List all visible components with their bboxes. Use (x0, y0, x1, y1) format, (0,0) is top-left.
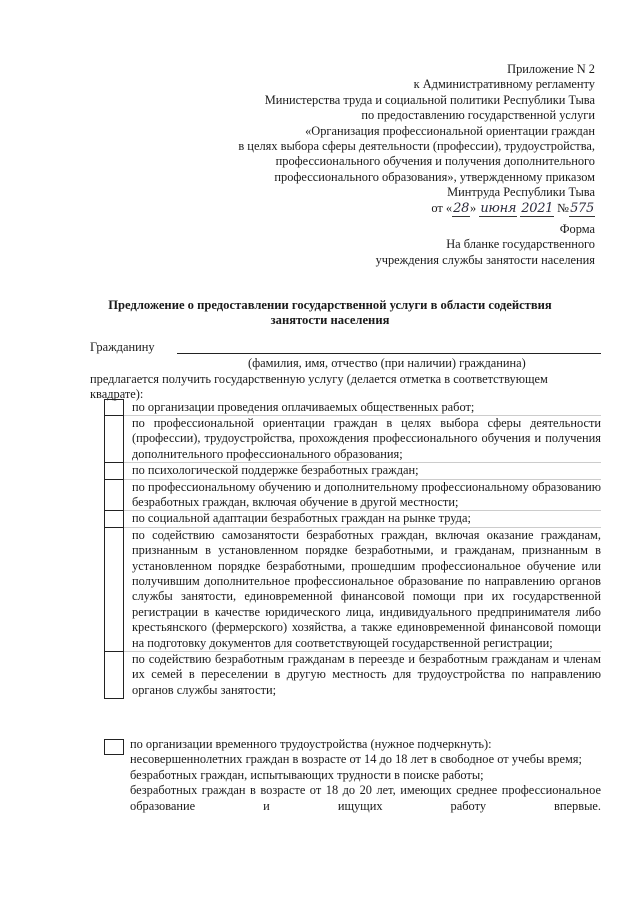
header-line: по предоставлению государственной услуги (361, 108, 595, 123)
list-item (105, 511, 602, 527)
list-item (105, 400, 602, 416)
header-line: профессионального образования», утвержденному приказом (274, 169, 595, 184)
handwritten-number: 575 (570, 200, 594, 216)
citizen-label: Гражданину (90, 340, 155, 354)
temp-employment-item: несовершеннолетних граждан в возрасте от 14 до 18 лет в свободное от учебы время; (130, 752, 582, 767)
header-line: профессионального обучения и получения дополнительного (275, 154, 595, 169)
form-line: учреждения службы занятости населения (375, 252, 595, 267)
header-line: Минтруда Республики Тыва (447, 185, 595, 200)
handwritten-year: 2021 (521, 200, 554, 216)
document-title: Предложение о предоставлении государственной услуги в области содействия занятости населения (108, 298, 552, 328)
temp-employment-heading: по организации временного трудоустройства (нужное подчеркнуть): (130, 737, 492, 751)
form-line: На бланке государственного (446, 237, 595, 252)
checkbox[interactable] (105, 652, 124, 699)
header-line: к Административному регламенту (413, 77, 595, 92)
handwritten-month: июня (480, 200, 517, 216)
temp-employment-item: безработных граждан в возрасте от 18 до 20 лет, имеющих среднее профессиональное образование и ищущих работу впервые. (130, 783, 601, 813)
list-item (105, 463, 602, 479)
list-item (105, 415, 602, 462)
checkbox[interactable] (104, 739, 124, 755)
option-text: по профессиональной ориентации граждан в целях выбора сферы деятельности (профессии), трудоустройства, прохождения профессионального обучения и получения дополнительного профессионального образования; (124, 415, 602, 462)
list-item (105, 479, 602, 511)
temp-employment-option (104, 737, 601, 814)
option-text: по профессиональному обучению и дополнительному профессиональному образованию безработных граждан, включая обучение в другой местности; (124, 479, 602, 511)
list-item (105, 527, 602, 651)
appendix-header (175, 62, 595, 216)
option-text: по содействию безработным гражданам в переезде и безработным гражданам и членам их семей в переселении в другую местность для трудоустройства по направлению органов службы занятости; (124, 652, 602, 699)
checkbox[interactable] (105, 415, 124, 462)
option-text: по психологической поддержке безработных граждан; (124, 463, 602, 479)
form-block (295, 222, 595, 268)
form-line: Форма (559, 222, 595, 236)
checkbox[interactable] (105, 527, 124, 651)
header-line: в целях выбора сферы деятельности (профессии), трудоустройства, (238, 139, 595, 154)
services-checklist (104, 399, 601, 699)
checkbox[interactable] (105, 511, 124, 527)
offer-text: предлагается получить государственную услугу (делается отметка в соответствующем квадрате): (90, 372, 548, 401)
option-text: по содействию самозанятости безработных граждан, включая оказание гражданам, признанным в установленном порядке безработными, и гражданам, признанным в установленном порядке безработными, прошедшим профессиональное обучение или получившим дополнительное профессиональное образование по направлению органов службы занятости, единовременной финансовой помощи при их государственной регистрации в качестве юридического лица, индивидуального предпринимателя либо крестьянского (фермерского) хозяйства, а также единовременной финансовой помощи на подготовку документов для соответствующей государственной регистрации; (124, 527, 602, 651)
citizen-name-field[interactable] (177, 353, 601, 354)
checkbox[interactable] (105, 400, 124, 416)
order-date-line: от «28» июня 2021 №575 (431, 200, 594, 216)
option-text: по социальной адаптации безработных граждан на рынке труда; (124, 511, 602, 527)
handwritten-day: 28 (453, 200, 470, 216)
checkbox[interactable] (105, 463, 124, 479)
fio-note: (фамилия, имя, отчество (при наличии) гражданина) (248, 356, 526, 370)
list-item (105, 652, 602, 699)
option-text: по организации проведения оплачиваемых общественных работ; (132, 399, 475, 414)
header-line: Министерства труда и социальной политики Республики Тыва (264, 92, 595, 107)
checkbox[interactable] (105, 479, 124, 511)
header-line: Приложение N 2 (507, 62, 595, 76)
header-line: «Организация профессиональной ориентации граждан (305, 123, 595, 138)
temp-employment-item: безработных граждан, испытывающих трудности в поиске работы; (130, 767, 484, 782)
